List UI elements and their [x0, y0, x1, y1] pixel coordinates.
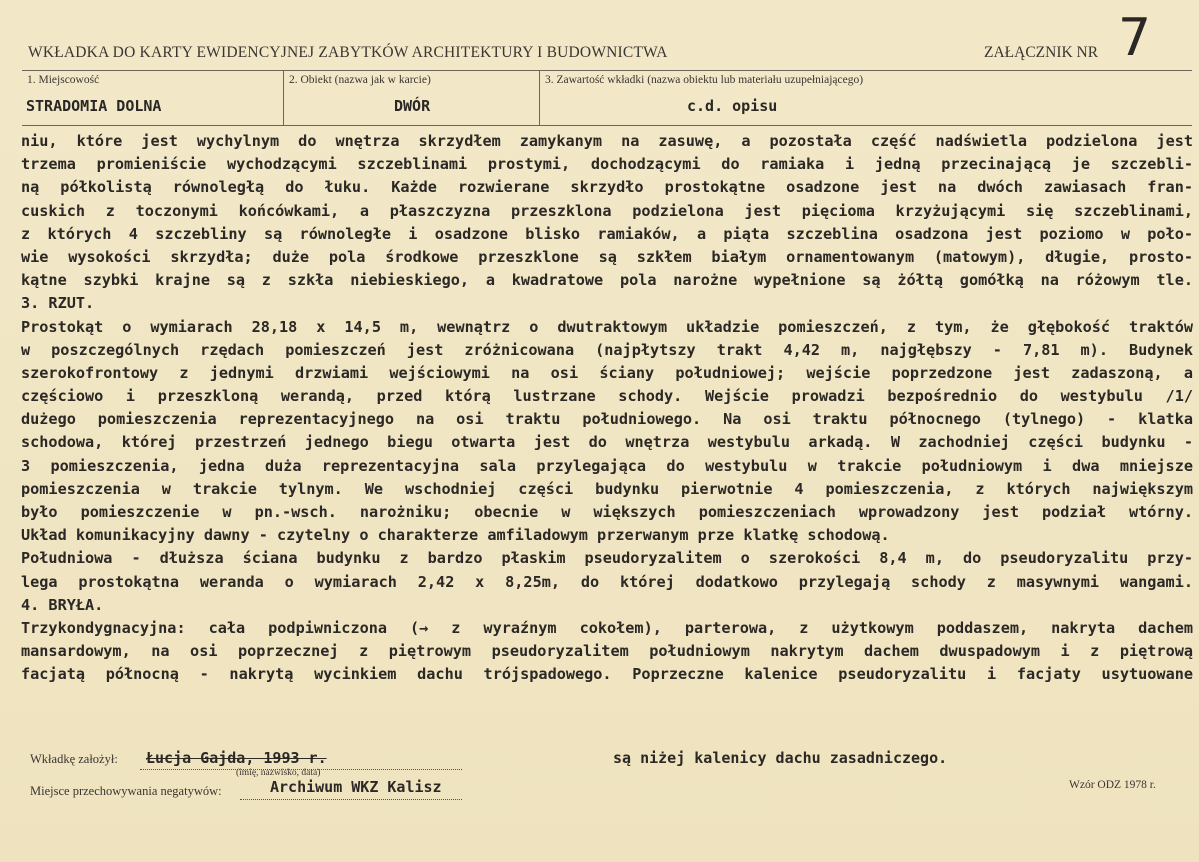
body-line: dużego pomieszczenia reprezentacyjnego na osi traktu południowego. Na osi traktu północnego (tylnego) - klatka: [21, 410, 1193, 429]
form-title: WKŁADKA DO KARTY EWIDENCYJNEJ ZABYTKÓW ARCHITEKTURY I BUDOWNICTWA: [28, 44, 668, 61]
contents-value: c.d. opisu: [687, 97, 778, 115]
body-line: Trzykondygnacyjna: cała podpiwniczona (→ z wyraźnym cokołem), parterowa, z użytkowym poddaszem, nakryta dachem: [21, 618, 1193, 637]
body-last-line: są niżej kalenicy dachu zasadniczego.: [613, 749, 948, 767]
locality-cell: [22, 71, 282, 125]
negatives-value: Archiwum WKZ Kalisz: [270, 778, 442, 796]
body-line: z których 4 szczebliny są równoległe i osadzone blisko ramiaków, a piąta szczeblina osadzona jest poziomo w poło-: [21, 224, 1193, 243]
body-line: lega prostokątna weranda o wymiarach 2,42 x 8,25m, do której dodatkowo przylegają schody z masywnymi wangami.: [21, 572, 1193, 591]
annex-label: ZAŁĄCZNIK NR: [984, 44, 1099, 61]
section-heading: 4. BRYŁA.: [21, 595, 104, 614]
locality-label: 1. Miejscowość: [27, 74, 100, 86]
negatives-label: Miejsce przechowywania negatywów:: [30, 784, 222, 798]
body-line: ną półkolistą równoległą do łuku. Każde rozwierane skrzydło prostokątne osadzone jest na dwóch zawiasach fran-: [21, 178, 1193, 197]
header-fields-grid: [22, 70, 1192, 126]
body-line: trzema promieniście wychodzącymi szczeblinami prostymi, dochodzącymi do ramiaka i jedną przecinającą je szczebli-: [21, 155, 1193, 174]
section-heading: 3. RZUT.: [21, 294, 95, 313]
body-text: [21, 130, 1193, 687]
object-value: DWÓR: [394, 97, 431, 115]
body-line: pomieszczenia w trakcie tylnym. We wschodniej części budynku pierwotnie 4 pomieszczenia, z których największym: [21, 479, 1193, 498]
body-line: niu, które jest wychylnym do wnętrza skrzydłem zamykanym na zasuwę, a pozostała część nadświetla podzielona jest: [21, 132, 1193, 150]
form-model-id: Wzór ODZ 1978 r.: [1069, 779, 1156, 791]
author-value: Łucja Gajda, 1993 r.: [146, 749, 327, 767]
author-caption: (imię, nazwisko, data): [236, 768, 321, 778]
body-line: wie wysokości skrzydła; duże pola środkowe przeszklone są szkłem białym ornamentowanym (matowym), długie, prosto-: [21, 247, 1193, 266]
body-line: facjatą północną - nakrytą wycinkiem dachu trójspadowego. Poprzeczne kalenice pseudoryzalitu i facjaty usytuowane: [21, 665, 1193, 684]
body-line: częściowo i przeszkloną werandą, przed którą lustrzane schody. Wejście prowadzi bezpośrednio do westybulu /1/: [21, 387, 1193, 406]
body-line: szerokofrontowy z jednymi drzwiami wejściowymi na osi ściany południowej; wejście poprzedzone jest zadaszoną, a: [21, 363, 1193, 382]
body-line: 3 pomieszczenia, jedna duża reprezentacyjna sala przylegająca do westybulu w trakcie południowym i dwa mniejsze: [21, 456, 1193, 475]
body-line: kątne szybki krajne są z szkła niebieskiego, a kwadratowe pola narożne wypełnione są żółtą gomółką na różowym tle.: [21, 271, 1193, 290]
negatives-dotted-line: [240, 799, 462, 800]
body-line: cuskich z toczonymi końcówkami, a płaszczyzna przeszklona podzielona jest pięcioma krzyżującymi się szczeblinami,: [21, 201, 1193, 220]
locality-value: STRADOMIA DOLNA: [26, 97, 162, 115]
contents-cell: [539, 71, 1193, 125]
body-line: w poszczególnych rzędach pomieszczeń jest zróżnicowana (najpłytszy trakt 4,42 m, najgłębszy - 7,81 m). Budynek: [21, 340, 1193, 359]
body-line: Układ komunikacyjny dawny - czytelny o charakterze amfiladowym przerwanym prze klatkę schodową.: [21, 526, 890, 545]
annex-number: 7: [1118, 8, 1152, 68]
contents-label: 3. Zawartość wkładki (nazwa obiektu lub materiału uzupełniającego): [545, 74, 864, 86]
body-line: schodowa, której przestrzeń jednego biegu otwarta jest do wnętrza westybulu arkadą. W zachodniej części budynku -: [21, 433, 1193, 452]
body-line: Południowa - dłuższa ściana budynku z bardzo płaskim pseudoryzalitem o szerokości 8,4 m, do pseudoryzalitu przy-: [21, 549, 1193, 568]
body-line: Prostokąt o wymiarach 28,18 x 14,5 m, wewnątrz o dwutraktowym układzie pomieszczeń, z tym, że głębokość traktów: [21, 317, 1193, 336]
author-label: Wkładkę założył:: [30, 752, 118, 766]
object-label: 2. Obiekt (nazwa jak w karcie): [289, 74, 431, 86]
object-cell: [283, 71, 539, 125]
body-line: było pomieszczenie w pn.-wsch. narożniku; obecnie w większych pomieszczeniach wprowadzony jest podział wtórny.: [21, 503, 1193, 521]
body-line: mansardowym, na osi poprzecznej z piętrowym pseudoryzalitem południowym nakrytym dachem dwuspadowym i z piętrową: [21, 642, 1193, 661]
